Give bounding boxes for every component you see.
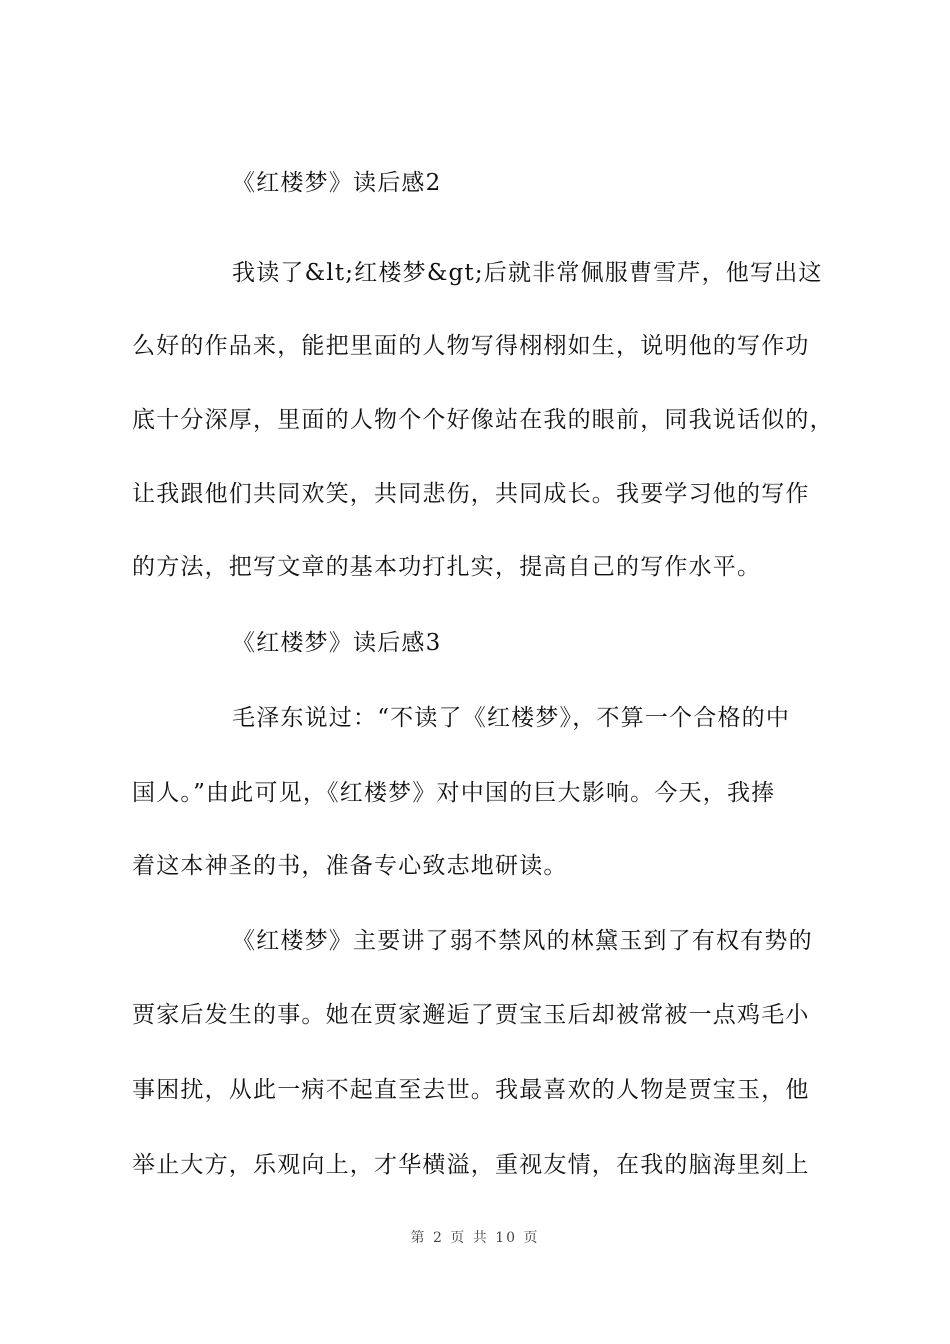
paragraph-line: 贾家后发生的事。她在贾家邂逅了贾宝玉后却被常被一点鸡毛小 [132,1002,810,1028]
page-number-footer: 第 2 页 共 10 页 [410,1230,540,1246]
paragraph-line: 国人。”由此可见，《红楼梦》对中国的巨大影响。今天，我捧 [132,780,776,806]
paragraph-line: 举止大方，乐观向上，才华横溢，重视友情，在我的脑海里刻上 [132,1152,810,1178]
paragraph-line: 我读了&lt;红楼梦&gt;后就非常佩服曹雪芹，他写出这 [232,260,823,286]
section-heading-3: 《红楼梦》读后感3 [232,630,442,656]
paragraph-line: 事困扰，从此一病不起直至去世。我最喜欢的人物是贾宝玉，他 [132,1077,810,1103]
section-heading-2: 《红楼梦》读后感2 [232,170,442,196]
paragraph-line: 么好的作品来，能把里面的人物写得栩栩如生，说明他的写作功 [132,333,810,359]
paragraph-line: 底十分深厚，里面的人物个个好像站在我的眼前，同我说话似的， [132,407,834,433]
paragraph-line: 着这本神圣的书，准备专心致志地研读。 [132,853,568,879]
paragraph-line: 让我跟他们共同欢笑，共同悲伤，共同成长。我要学习他的写作 [132,481,810,507]
paragraph-line: 毛泽东说过：“不读了《红楼梦》，不算一个合格的中 [232,705,791,731]
paragraph-line: 《红楼梦》主要讲了弱不禁风的林黛玉到了有权有势的 [232,928,813,954]
paragraph-line: 的方法，把写文章的基本功打扎实，提高自己的写作水平。 [132,554,762,580]
